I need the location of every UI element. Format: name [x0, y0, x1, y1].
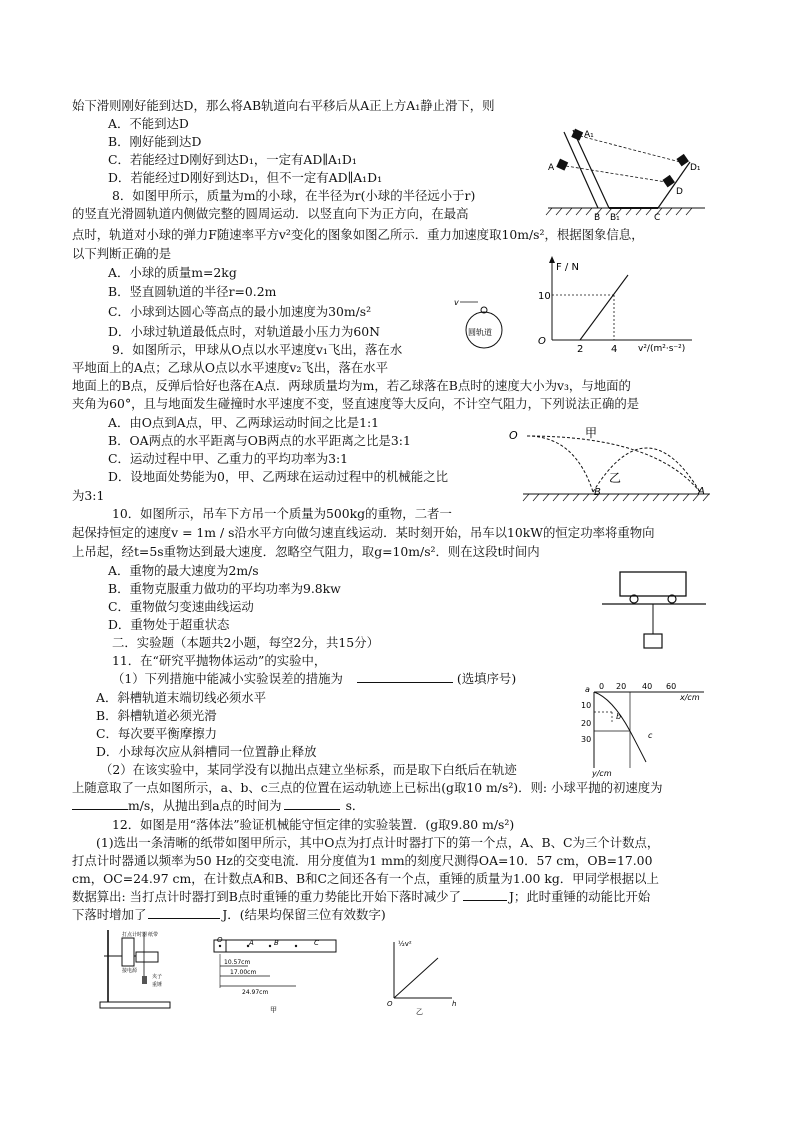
q8-label-v: v: [454, 298, 459, 307]
q9-line3: 地面上的B点，反弹后恰好也落在A点．两球质量均为m，若乙球落在B点时的速度大小为v₃，与地面的: [72, 378, 631, 393]
q11-sub1: [112, 670, 516, 687]
q8-option-c: C．小球到达圆心等高点的最小加速度为30m/s²: [108, 304, 372, 319]
q12-line3: 打点计时器通以频率为50 Hz的交变电流．用分度值为1 mm的刻度尺测得OA=10．57 cm，OB=17.00: [72, 853, 653, 868]
q12-tape-o: O: [217, 936, 223, 944]
q11-sub2-l3b: s．: [345, 798, 365, 813]
q7-option-b: B．刚好能到达D: [108, 134, 202, 149]
q9-label-o: O: [509, 429, 518, 442]
q12-tape-b: B: [274, 939, 279, 947]
q12-label-weight: 重锤: [152, 982, 163, 988]
q9-label-b: B: [594, 487, 601, 498]
q12-line1: 12．如图是用“落体法”验证机械能守恒定律的实验装置．(g取9.80 m/s²): [112, 817, 515, 832]
q12-l6b: J．(结果均保留三位有效数字): [222, 907, 386, 922]
q8-xaxis-label: v²/(m²·s⁻²): [638, 344, 686, 354]
q11-sub2-line2: 上随意取了一点如图所示，a、b、c三点的位置在运动轨迹上已标出(g取10 m/s²)．则: 小球平抛的初速度为: [72, 780, 663, 795]
q12-caption-yi: 乙: [416, 1008, 423, 1016]
q8-option-d: D．小球过轨道最低点时，对轨道最小压力为60N: [108, 324, 380, 339]
q10-option-a: A．重物的最大速度为2m/s: [108, 563, 259, 578]
q8-option-a: A．小球的质量m=2kg: [108, 265, 237, 280]
section2-heading: 二．实验题（本题共2小题，每空2分，共15分）: [112, 635, 379, 650]
q9-option-d-tail: 为3:1: [72, 488, 105, 503]
q12-pe-blank[interactable]: [463, 888, 507, 901]
q12-l5b: J；此时重锤的动能比开始: [508, 889, 651, 904]
q8-origin: O: [538, 336, 546, 347]
q7-label-a: A: [548, 163, 555, 173]
q11-xtick-20: 20: [616, 682, 627, 691]
q7-option-d: D．若能经过D刚好到达D₁，但不一定有AD∥A₁D₁: [108, 170, 383, 185]
q7-track-figure: [540, 122, 710, 222]
q11-sub2-l3a: m/s，从抛出到a点的时间为: [128, 798, 282, 813]
q11-speed-blank[interactable]: [72, 797, 128, 810]
q11-option-b: B．斜槽轨道必须光滑: [96, 708, 217, 723]
q11-point-c: c: [648, 731, 653, 740]
q11-option-d: D．小球每次应从斜槽同一位置静止释放: [96, 744, 317, 759]
q10-crane-figure: [600, 566, 710, 654]
q11-xtick-0: 0: [599, 682, 605, 691]
q11-xtick-60: 60: [666, 682, 677, 691]
q7-intro: 始下滑则刚好能到达D，那么将AB轨道向右平移后从A正上方A₁静止滑下，则: [72, 98, 495, 113]
q11-ytick-20: 20: [581, 719, 592, 728]
q9-option-a: A．由O点到A点，甲、乙两球运动时间之比是1:1: [108, 415, 380, 430]
q12-label-power: 接电源: [122, 968, 138, 974]
q12-graph-xlabel: h: [452, 1000, 457, 1008]
q12-tape-c: C: [314, 939, 319, 947]
q10-option-c: C．重物做匀变速曲线运动: [108, 599, 254, 614]
q9-line1: 9．如图所示，甲球从O点以水平速度v₁飞出，落在水: [112, 342, 403, 357]
q11-xtick-40: 40: [642, 682, 653, 691]
q11-line1: 11．在“研究平抛物体运动”的实验中，: [112, 653, 327, 668]
q11-sub2: （2）在该实验中，某同学没有以抛出点建立坐标系，而是取下白纸后在轨迹: [100, 762, 517, 777]
q8-xtick-2: 2: [577, 344, 584, 355]
q11-trajectory-figure: [578, 682, 718, 778]
q8-line2: 的竖直光滑圆轨道内侧做完整的圆周运动．以竖直向下为正方向，在最高: [72, 206, 469, 221]
q12-graph-origin: O: [387, 1000, 393, 1008]
q12-dist-oc: 24.97cm: [242, 989, 269, 996]
q11-ytick-30: 30: [581, 735, 592, 744]
q9-label-yi: 乙: [609, 471, 622, 485]
q11-sub1-tail: (选填序号): [456, 671, 517, 686]
q12-line2: (1)选出一条清晰的纸带如图甲所示，其中O点为打点计时器打下的第一个点，A、B、C为三个计数点，: [96, 835, 660, 850]
q8-ytick-10: 10: [538, 291, 551, 302]
q12-line4: cm，OC=24.97 cm，在计数点A和B、B和C之间还各有一个点，重锤的质量为1.00 kg．甲同学根据以上: [72, 871, 659, 886]
q12-apparatus-figure: [96, 928, 176, 1010]
q7-label-a1: A₁: [584, 130, 594, 140]
q10-line1: 10．如图所示，吊车下方吊一个质量为500kg的重物，二者一: [112, 506, 452, 521]
q11-option-a: A．斜槽轨道末端切线必须水平: [96, 690, 267, 705]
q7-label-b1: B₁: [610, 213, 620, 222]
q9-option-c: C．运动过程中甲、乙重力的平均功率为3:1: [108, 451, 349, 466]
q10-option-b: B．重物克服重力做功的平均功率为9.8kw: [108, 581, 341, 596]
q9-line4: 夹角为60°，且与地面发生碰撞时水平速度不变，竖直速度等大反向，不计空气阻力，下列说法正确的是: [72, 396, 640, 411]
q11-sub2-line3: [72, 797, 364, 814]
q11-ytick-10: 10: [581, 701, 592, 710]
q11-time-blank[interactable]: [284, 797, 340, 810]
q12-label-clip: 夹子: [152, 974, 163, 980]
q12-dist-oa: 10.57cm: [224, 959, 251, 966]
q8-figure: [452, 252, 712, 362]
q9-option-d: D．设地面处势能为0，甲、乙两球在运动过程中的机械能之比: [108, 469, 448, 484]
q7-label-d: D: [676, 187, 683, 197]
q9-figure: [505, 422, 715, 506]
q12-label-tape: 纸带: [148, 932, 159, 938]
q9-line2: 平地面上的A点；乙球从O点以水平速度v₂飞出，落在水平: [72, 360, 389, 375]
q12-caption-jia: 甲: [270, 1006, 277, 1014]
q8-label-track: 圆轨道: [468, 328, 492, 337]
q12-ke-blank[interactable]: [148, 906, 220, 919]
q8-line1: 8．如图甲所示，质量为m的小球，在半径为r(小球的半径远小于r): [112, 188, 476, 203]
q9-label-jia: 甲: [585, 426, 598, 440]
q8-option-b: B．竖直圆轨道的半径r=0.2m: [108, 284, 277, 299]
q7-label-d1: D₁: [690, 163, 701, 173]
q11-x-unit: x/cm: [680, 693, 700, 702]
q7-option-c: C．若能经过D刚好到达D₁，一定有AD∥A₁D₁: [108, 152, 357, 167]
q11-y-unit: y/cm: [592, 769, 612, 778]
q12-tape-figure: [212, 936, 340, 1016]
q12-tape-a: A: [249, 939, 254, 947]
q8-yaxis-label: F / N: [556, 262, 579, 273]
q12-label-timer: 打点计时器: [122, 932, 148, 938]
q11-sub1-blank[interactable]: [357, 670, 453, 683]
q11-point-a: a: [585, 685, 590, 694]
q7-label-b: B: [594, 213, 601, 222]
q11-sub1-text: （1）下列措施中能减小实验误差的措施为: [112, 671, 343, 686]
q11-point-b: b: [616, 712, 622, 721]
q8-line3: 点时，轨道对小球的弹力F随速率平方v²变化的图象如图乙所示．重力加速度取10m/s²，根据图象信息，: [72, 227, 644, 242]
q12-line6: [72, 906, 386, 923]
q8-xtick-4: 4: [611, 344, 618, 355]
q9-option-b: B．OA两点的水平距离与OB两点的水平距离之比是3:1: [108, 433, 411, 448]
q10-option-d: D．重物处于超重状态: [108, 617, 230, 632]
q9-label-a: A: [698, 486, 705, 497]
q7-option-a: A．不能到达D: [108, 116, 189, 131]
q10-line2: 起保持恒定的速度v = 1m / s沿水平方向做匀速直线运动．某时刻开始，吊车以10kW的恒定功率将重物向: [72, 525, 655, 540]
q7-label-c: C: [654, 213, 661, 222]
q12-l6a: 下落时增加了: [72, 907, 147, 922]
q10-line3: 上吊起，经t=5s重物达到最大速度．忽略空气阻力，取g=10m/s²．则在这段t时间内: [72, 544, 540, 559]
q12-l5a: 数据算出: 当打点计时器打到B点时重锤的重力势能比开始下落时减少了: [72, 889, 461, 904]
q8-line4: 以下判断正确的是: [72, 246, 172, 261]
q12-dist-ob: 17.00cm: [230, 969, 257, 976]
q11-option-c: C．每次要平衡摩擦力: [96, 726, 217, 741]
q12-line5: [72, 888, 650, 905]
q12-graph-ylabel: ½v²: [398, 940, 412, 948]
q12-graph-figure: [380, 936, 460, 1016]
